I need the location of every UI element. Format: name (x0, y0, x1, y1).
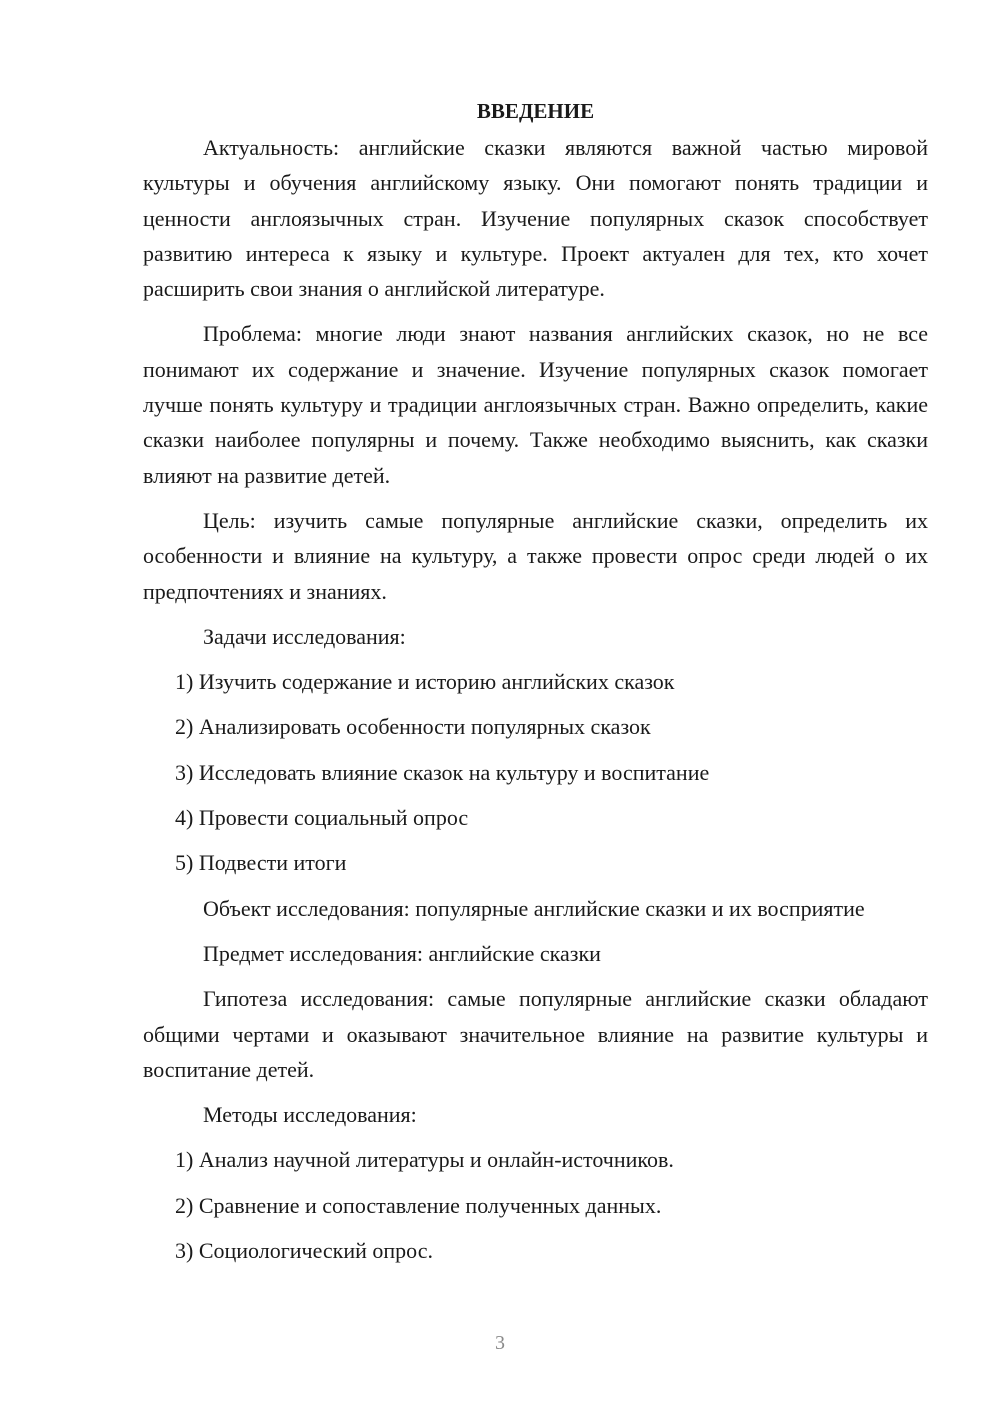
method-item: 1) Анализ научной литературы и онлайн-источников. (175, 1147, 674, 1173)
method-item: 2) Сравнение и сопоставление полученных данных. (175, 1192, 662, 1218)
task-item: 4) Провести социальный опрос (175, 805, 469, 831)
page-number: 3 (495, 1332, 505, 1354)
methods-heading: Методы исследования: (203, 1102, 417, 1128)
method-item: 3) Социологический опрос. (175, 1238, 433, 1264)
task-item: 5) Подвести итоги (175, 850, 347, 876)
task-item: 2) Анализировать особенности популярных сказок (175, 714, 651, 740)
problem-paragraph: Проблема: многие люди знают названия английских сказок, но не все понимают их содержание и значение. Изучение популярных сказок помогает лучше понять культуру и традиции англоязычных стран. Важно определить, какие сказки наиболее популярны и почему. Также необходимо выяснить, как сказки влияют на развитие детей. (143, 321, 928, 488)
relevance-paragraph: Актуальность: английские сказки являются важной частью мировой культуры и обучения английскому языку. Они помогают понять традиции и ценности англоязычных стран. Изучение популярных сказок способствует развитию интереса к языку и культуре. Проект актуален для тех, кто хочет расширить свои знания о английской литературе. (143, 135, 928, 302)
page-content (143, 95, 928, 1278)
hypothesis-paragraph: Гипотеза исследования: самые популярные английские сказки обладают общими чертами и оказывают значительное влияние на развитие культуры и воспитание детей. (143, 986, 928, 1082)
goal-paragraph: Цель: изучить самые популярные английские сказки, определить их особенности и влияние на культуру, а также провести опрос среди людей о их предпочтениях и знаниях. (143, 507, 928, 604)
tasks-heading: Задачи исследования: (203, 623, 406, 649)
task-item: 3) Исследовать влияние сказок на культуру и воспитание (175, 759, 710, 785)
section-title: ВВЕДЕНИЕ (476, 99, 595, 123)
object-paragraph: Объект исследования: популярные английские сказки и их восприятие (203, 895, 865, 921)
subject-paragraph: Предмет исследования: английские сказки (203, 940, 601, 966)
task-item: 1) Изучить содержание и историю английских сказок (175, 669, 675, 695)
